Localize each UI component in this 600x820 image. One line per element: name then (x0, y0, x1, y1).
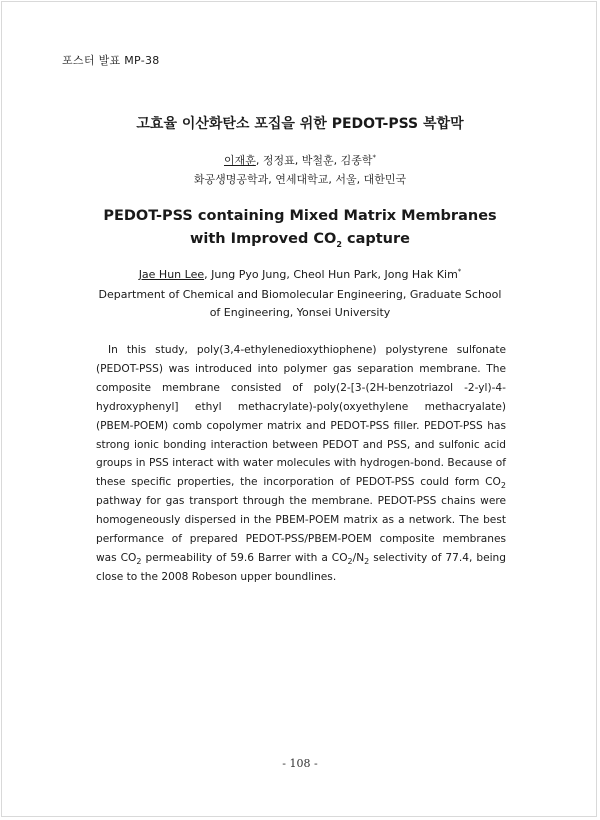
session-label: 포스터 발표 MP-38 (62, 54, 160, 67)
korean-presenter: 이재훈 (223, 154, 256, 167)
abstract-seg3: permeability of 59.6 Barrer with a CO (141, 551, 348, 564)
abstract-sub2: 2 (136, 557, 142, 567)
korean-corresponding-mark: * (372, 153, 376, 162)
korean-other-authors: , 정정표, 박철훈, 김종학 (255, 154, 373, 167)
abstract-sub4: 2 (364, 557, 370, 567)
abstract-seg2: pathway for gas transport through the membrane. PEDOT-PSS chains were homogeneously dispersed in the PBEM-POEM matrix as a network. The best performance of prepared PEDOT-PSS/PBEM-POEM composite membranes was CO (96, 495, 506, 564)
abstract-body (96, 341, 506, 587)
english-corresponding-mark: * (457, 267, 462, 276)
page-number: - 108 - (282, 757, 318, 770)
korean-authors (0, 152, 600, 168)
english-title (0, 205, 600, 251)
english-title-subscript: 2 (336, 239, 342, 249)
abstract-sub1: 2 (500, 481, 506, 491)
english-other-authors: , Jung Pyo Jung, Cheol Hun Park, Jong Hak Kim (204, 268, 458, 281)
abstract-seg5: selectivity of 77.4, being close to the 2008 Robeson upper boundlines. (96, 551, 506, 583)
english-authors (0, 268, 600, 281)
abstract-sub3: 2 (347, 557, 353, 567)
english-affiliation: Department of Chemical and Biomolecular Engineering, Graduate School of Engineering, Yonsei University (98, 288, 502, 319)
english-title-line2-pre: with Improved CO (190, 231, 337, 247)
english-title-line2-post: capture (341, 231, 410, 247)
korean-title: 고효율 이산화탄소 포집을 위한 PEDOT-PSS 복합막 (136, 116, 464, 132)
english-presenter: Jae Hun Lee (138, 268, 205, 281)
abstract-seg1: In this study, poly(3,4-ethylenedioxythiophene) polystyrene sulfonate (PEDOT-PSS) was introduced into polymer gas separation membrane. The composite membrane consisted of poly(2-[3-(2H-benzotriazol -2-yl)-4-hydroxyphenyl] ethyl methacrylate)-poly(oxyethylene methacryalate) (PBEM-POEM) comb copolymer matrix and PEDOT-PSS filler. PEDOT-PSS has strong ionic bonding interaction between PEDOT and PSS, and sulfonic acid groups in PSS interact with water molecules with hydrogen-bond. Because of these specific properties, the incorporation of PEDOT-PSS could form CO (96, 344, 506, 489)
abstract-seg4: /N (352, 551, 365, 564)
english-title-line1: PEDOT-PSS containing Mixed Matrix Membranes (103, 208, 497, 224)
korean-affiliation: 화공생명공학과, 연세대학교, 서울, 대한민국 (193, 173, 407, 186)
english-title-line2 (0, 228, 600, 251)
